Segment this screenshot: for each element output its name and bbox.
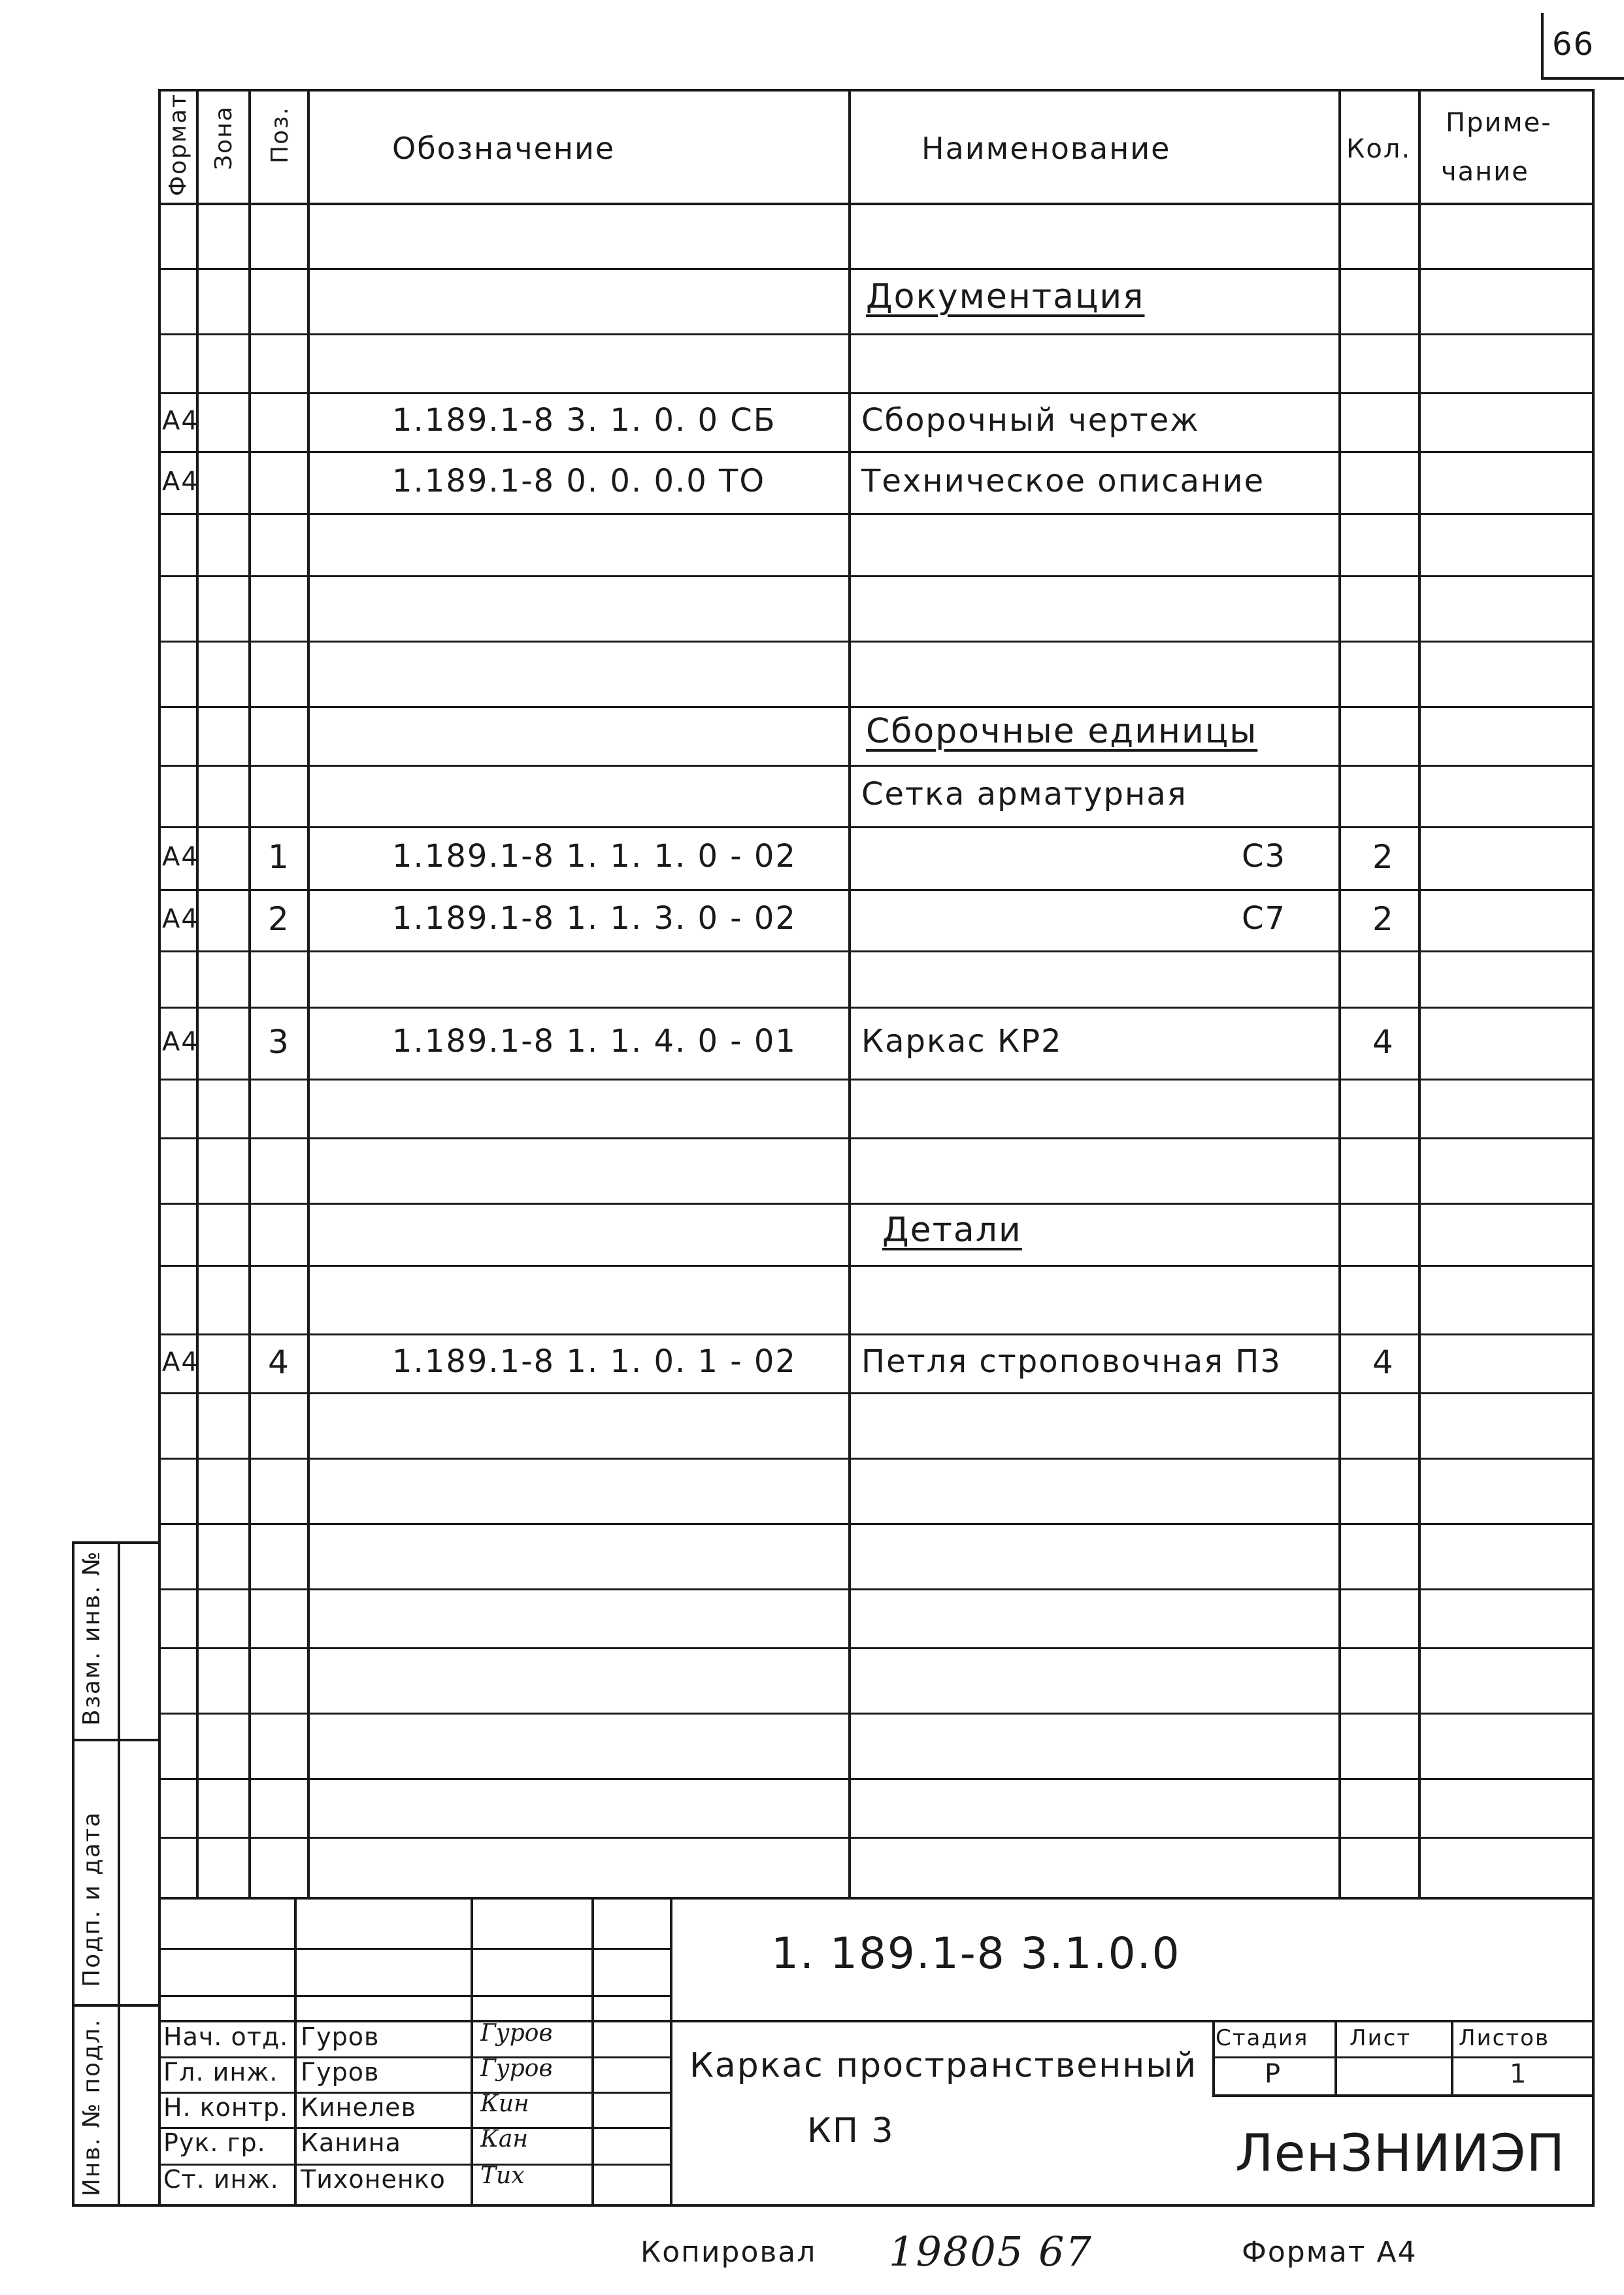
row-line <box>158 1007 1595 1009</box>
row-line <box>158 765 1595 767</box>
col-line-qty <box>1418 89 1421 1900</box>
header-note-2: чание <box>1441 157 1529 187</box>
row-section-title: Сборочные единицы <box>866 712 1258 751</box>
row-pos: 1 <box>268 838 290 876</box>
signer-name: Гуров <box>301 2058 380 2086</box>
row-name: Сетка арматурная <box>861 776 1187 812</box>
signer-name: Канина <box>301 2128 401 2157</box>
row-line <box>158 1137 1595 1139</box>
title-line-1: Каркас пространственный <box>689 2046 1198 2085</box>
row-designation: 1.189.1-8 1. 1. 3. 0 - 02 <box>392 900 797 937</box>
row-section-title: Документация <box>866 277 1145 316</box>
row-line <box>158 641 1595 643</box>
tb-v4 <box>670 1897 672 2207</box>
signer-name: Гуров <box>301 2022 380 2051</box>
row-pos: 2 <box>268 900 290 938</box>
format-label: Формат А4 <box>1242 2236 1417 2269</box>
organization: ЛенЗНИИЭП <box>1235 2124 1566 2183</box>
signer-signature: Кан <box>480 2126 529 2153</box>
row-line <box>158 1778 1595 1780</box>
row-line <box>158 333 1595 335</box>
row-line <box>158 1265 1595 1267</box>
col-line-designation <box>848 89 851 1900</box>
copied-label: Копировал <box>640 2236 817 2269</box>
row-line <box>158 451 1595 453</box>
side-stamp-row1 <box>72 1739 158 1741</box>
row-line <box>158 1203 1595 1205</box>
signer-signature: Гуров <box>480 2020 553 2047</box>
row-line <box>158 268 1595 270</box>
row-line <box>158 1647 1595 1649</box>
col-line-zone <box>248 89 251 1900</box>
row-qty: 2 <box>1372 900 1395 938</box>
row-name: Петля строповочная П3 <box>861 1343 1282 1380</box>
tb-stage-h <box>1212 2056 1595 2058</box>
col-line-name <box>1338 89 1341 1900</box>
row-line <box>158 706 1595 708</box>
stage-label: Стадия <box>1216 2025 1309 2051</box>
tb-v1 <box>294 1897 297 2207</box>
row-name: Каркас КР2 <box>861 1023 1063 1060</box>
side-stamp-divider <box>118 1541 120 2207</box>
row-line <box>158 1713 1595 1715</box>
row-name: Техническое описание <box>861 462 1265 499</box>
side-label-vzam-inv: Взам. инв. № <box>78 1550 105 1726</box>
side-label-podp-data: Подп. и дата <box>78 1811 105 1987</box>
signer-signature: Тих <box>480 2162 525 2189</box>
row-line <box>158 392 1595 394</box>
row-name: Сборочный чертеж <box>861 402 1200 439</box>
tb-stage-bottom <box>1212 2094 1595 2097</box>
row-designation: 1.189.1-8 1. 1. 1. 0 - 02 <box>392 838 797 875</box>
page-number-divider <box>1541 13 1544 78</box>
page-number: 66 <box>1552 26 1595 63</box>
row-line <box>158 950 1595 952</box>
row-format: А4 <box>162 406 199 436</box>
row-designation: 1.189.1-8 0. 0. 0.0 ТО <box>392 462 766 499</box>
row-designation: 1.189.1-8 1. 1. 0. 1 - 02 <box>392 1343 797 1380</box>
row-format: А4 <box>162 466 199 497</box>
row-line <box>158 1523 1595 1525</box>
col-line-pos <box>307 89 310 1900</box>
row-line <box>158 513 1595 515</box>
row-pos: 3 <box>268 1023 290 1061</box>
row-line <box>158 1458 1595 1460</box>
stage-value: Р <box>1265 2059 1282 2089</box>
row-line <box>158 1333 1595 1335</box>
tb-left-h2 <box>158 1995 670 1997</box>
signer-role: Нач. отд. <box>163 2022 289 2051</box>
signer-signature: Гуров <box>480 2055 553 2082</box>
row-format: А4 <box>162 1347 199 1377</box>
row-line <box>158 1079 1595 1080</box>
row-qty: 2 <box>1372 838 1395 876</box>
tb-left-h1 <box>158 1948 670 1950</box>
row-line <box>158 575 1595 577</box>
header-bottom-line <box>158 203 1595 205</box>
page-number-underline <box>1541 77 1624 80</box>
row-line <box>158 826 1595 828</box>
sheets-label: Листов <box>1459 2025 1550 2051</box>
header-zone: Зона <box>210 105 237 170</box>
signer-role: Рук. гр. <box>163 2128 266 2157</box>
row-designation: 1.189.1-8 1. 1. 4. 0 - 01 <box>392 1023 797 1060</box>
row-pos: 4 <box>268 1343 290 1381</box>
title-line-2: КП 3 <box>807 2111 895 2151</box>
row-qty: 4 <box>1372 1023 1395 1061</box>
side-label-inv-podl: Инв. № подл. <box>78 2018 105 2196</box>
sheet-label: Лист <box>1350 2025 1412 2051</box>
signer-role: Ст. инж. <box>163 2165 279 2194</box>
row-name: С7 <box>1242 900 1287 937</box>
header-qty: Кол. <box>1346 134 1412 164</box>
row-section-title: Детали <box>882 1210 1022 1250</box>
row-designation: 1.189.1-8 3. 1. 0. 0 СБ <box>392 402 776 439</box>
tb-v2 <box>471 1897 473 2207</box>
side-stamp-row2 <box>72 2004 158 2007</box>
row-format: А4 <box>162 904 199 934</box>
row-line <box>158 1837 1595 1839</box>
row-name: С3 <box>1242 838 1287 875</box>
copied-number: 19805 67 <box>889 2228 1093 2275</box>
row-format: А4 <box>162 1027 199 1057</box>
header-name: Наименование <box>921 131 1171 166</box>
row-format: А4 <box>162 842 199 872</box>
signer-signature: Кин <box>480 2090 529 2117</box>
header-note-1: Приме- <box>1446 108 1552 138</box>
header-format: Формат <box>165 92 191 196</box>
header-pos: Поз. <box>267 106 293 163</box>
header-designation: Обозначение <box>392 131 616 166</box>
signer-role: Гл. инж. <box>163 2058 278 2086</box>
signer-name: Тихоненко <box>301 2165 446 2194</box>
tb-v3 <box>591 1897 594 2207</box>
signer-role: Н. контр. <box>163 2093 289 2122</box>
sheets-value: 1 <box>1510 2059 1528 2089</box>
title-block-top <box>158 1897 1595 1900</box>
row-qty: 4 <box>1372 1343 1395 1381</box>
row-line <box>158 889 1595 891</box>
row-line <box>158 1588 1595 1590</box>
signer-name: Кинелев <box>301 2093 416 2122</box>
col-line-format <box>196 89 199 1900</box>
row-line <box>158 1392 1595 1394</box>
doc-code: 1. 189.1-8 3.1.0.0 <box>771 1928 1181 1979</box>
